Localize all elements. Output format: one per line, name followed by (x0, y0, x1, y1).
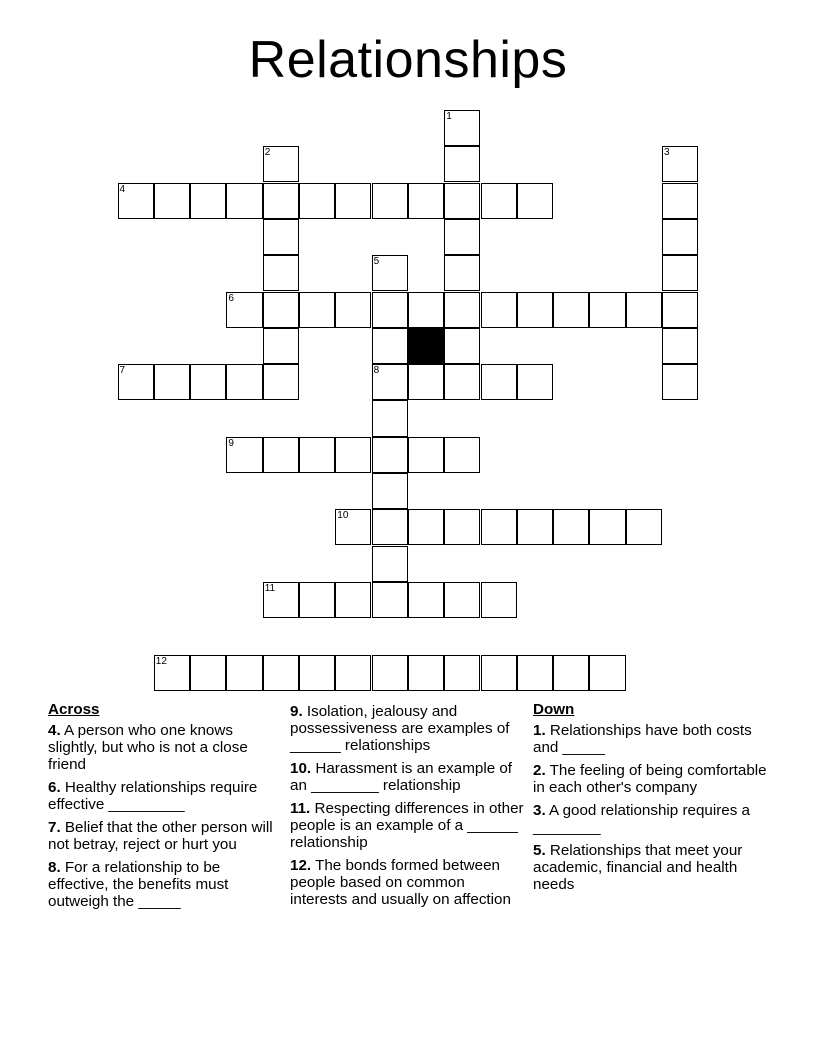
grid-cell[interactable] (444, 509, 480, 545)
grid-cell[interactable] (662, 219, 698, 255)
grid-cell[interactable] (263, 582, 299, 618)
grid-cell[interactable] (408, 292, 444, 328)
grid-cell[interactable] (444, 292, 480, 328)
clue-number: 6 (228, 292, 234, 304)
clue-item (48, 722, 280, 773)
clue-number: 7. (48, 819, 61, 836)
grid-cell[interactable] (226, 364, 262, 400)
grid-cell[interactable] (299, 183, 335, 219)
grid-cell[interactable] (226, 655, 262, 691)
grid-cell[interactable] (408, 655, 444, 691)
grid-cell[interactable] (481, 582, 517, 618)
grid-cell[interactable] (372, 364, 408, 400)
grid-cell[interactable] (517, 183, 553, 219)
grid-cell[interactable] (553, 509, 589, 545)
across-heading: Across (48, 701, 100, 718)
clues-down-column (533, 701, 769, 899)
clue-number: 6. (48, 779, 61, 796)
clue-number: 9 (228, 437, 234, 449)
grid-cell[interactable] (335, 437, 371, 473)
grid-cell[interactable] (263, 292, 299, 328)
clue-number: 11 (264, 582, 276, 594)
grid-cell[interactable] (408, 582, 444, 618)
grid-cell[interactable] (662, 183, 698, 219)
clue-text: Harassment is an example of an ________ relationship (290, 760, 513, 794)
grid-cell[interactable] (263, 146, 299, 182)
clue-item (290, 760, 526, 794)
grid-cell[interactable] (626, 509, 662, 545)
grid-cell[interactable] (662, 255, 698, 291)
grid-cell[interactable] (372, 437, 408, 473)
clue-number: 1 (446, 111, 452, 122)
clue-number: 10. (290, 760, 312, 777)
grid-cell[interactable] (190, 364, 226, 400)
grid-cell[interactable] (444, 582, 480, 618)
clue-item (533, 802, 769, 836)
grid-cell[interactable] (372, 473, 408, 509)
clue-text: The bonds formed between people based on common interests and usually on affection (290, 857, 511, 908)
grid-cell[interactable] (517, 364, 553, 400)
grid-cell[interactable] (517, 509, 553, 545)
grid-cell[interactable] (408, 364, 444, 400)
clue-number: 5. (533, 842, 546, 859)
grid-cell[interactable] (299, 582, 335, 618)
clue-number: 3 (664, 147, 670, 159)
clue-number: 2. (533, 762, 546, 779)
clue-text: For a relationship to be effective, the benefits must outweigh the _____ (48, 859, 229, 910)
grid-cell[interactable] (226, 183, 262, 219)
grid-cell[interactable] (481, 183, 517, 219)
clue-item (533, 762, 769, 796)
grid-cell[interactable] (444, 146, 480, 182)
grid-cell[interactable] (481, 655, 517, 691)
grid-cell[interactable] (154, 655, 190, 691)
grid-cell[interactable] (662, 364, 698, 400)
grid-cell[interactable] (226, 437, 262, 473)
down-heading: Down (533, 701, 575, 718)
clue-number: 4. (48, 722, 61, 739)
clue-item (48, 779, 280, 813)
grid-cell[interactable] (263, 183, 299, 219)
grid-cell[interactable] (263, 655, 299, 691)
grid-cell[interactable] (190, 655, 226, 691)
clue-text: A person who one knows slightly, but who is not a close friend (48, 722, 248, 773)
grid-cell[interactable] (444, 655, 480, 691)
grid-cell[interactable] (154, 364, 190, 400)
grid-cell[interactable] (517, 292, 553, 328)
clue-item (290, 703, 526, 754)
grid-cell[interactable] (662, 328, 698, 364)
grid-cell[interactable] (299, 437, 335, 473)
grid-cell[interactable] (481, 292, 517, 328)
grid-cell[interactable] (372, 255, 408, 291)
clue-number: 8 (373, 365, 380, 377)
grid-cell[interactable] (335, 655, 371, 691)
clue-number: 2 (264, 147, 271, 159)
grid-cell[interactable] (408, 183, 444, 219)
clue-number: 8. (48, 859, 61, 876)
grid-cell[interactable] (118, 183, 154, 219)
clue-number: 1. (533, 722, 546, 739)
grid-cell[interactable] (263, 437, 299, 473)
grid-cell[interactable] (553, 292, 589, 328)
clue-text: Relationships that meet your academic, financial and health needs (533, 842, 743, 893)
grid-cell[interactable] (335, 183, 371, 219)
grid-cell[interactable] (589, 292, 625, 328)
clue-item (48, 819, 280, 853)
grid-cell[interactable] (408, 437, 444, 473)
grid-cell[interactable] (372, 655, 408, 691)
grid-cell[interactable] (372, 582, 408, 618)
grid-cell[interactable] (372, 400, 408, 436)
clue-number: 11. (290, 800, 311, 817)
clue-item (290, 857, 526, 908)
grid-cell[interactable] (589, 509, 625, 545)
grid-cell[interactable] (444, 328, 480, 364)
black-square (408, 328, 444, 364)
clue-text: Respecting differences in other people is an example of a ______ relationship (290, 800, 524, 851)
clue-item (290, 800, 526, 851)
grid-cell[interactable] (626, 292, 662, 328)
clue-number: 7 (119, 365, 126, 377)
clue-number: 3. (533, 802, 546, 819)
grid-cell[interactable] (481, 364, 517, 400)
grid-cell[interactable] (299, 655, 335, 691)
grid-cell[interactable] (335, 292, 371, 328)
clue-item (533, 722, 769, 756)
grid-cell[interactable] (190, 183, 226, 219)
grid-cell[interactable] (553, 655, 589, 691)
grid-cell[interactable] (226, 292, 262, 328)
grid-cell[interactable] (263, 328, 299, 364)
clue-number: 9. (290, 703, 303, 720)
clue-text: A good relationship requires a ________ (533, 802, 750, 836)
grid-cell[interactable] (372, 328, 408, 364)
grid-cell[interactable] (481, 509, 517, 545)
grid-cell[interactable] (118, 364, 154, 400)
grid-cell[interactable] (335, 509, 371, 545)
clue-text: Belief that the other person will not betray, reject or hurt you (48, 819, 273, 853)
grid-cell[interactable] (372, 509, 408, 545)
grid-cell[interactable] (372, 292, 408, 328)
grid-cell[interactable] (444, 183, 480, 219)
clue-text: Healthy relationships require effective _________ (48, 779, 258, 813)
clue-text: Isolation, jealousy and possessiveness are examples of ______ relationships (290, 703, 510, 754)
clue-number: 12. (290, 857, 312, 874)
grid-cell[interactable] (444, 364, 480, 400)
grid-cell[interactable] (589, 655, 625, 691)
clue-text: The feeling of being comfortable in each other's company (533, 762, 767, 796)
grid-cell[interactable] (444, 110, 480, 146)
clue-number: 10 (337, 510, 349, 522)
grid-cell[interactable] (263, 364, 299, 400)
grid-cell[interactable] (662, 146, 698, 182)
grid-cell[interactable] (517, 655, 553, 691)
grid-cell[interactable] (372, 183, 408, 219)
clues-across-column (48, 701, 280, 916)
grid-cell[interactable] (335, 582, 371, 618)
grid-cell[interactable] (408, 509, 444, 545)
clues-across-column-2 (290, 703, 526, 914)
grid-cell[interactable] (444, 219, 480, 255)
grid-cell[interactable] (444, 255, 480, 291)
grid-cell[interactable] (662, 292, 698, 328)
grid-cell[interactable] (299, 292, 335, 328)
clue-text: Relationships have both costs and _____ (533, 722, 752, 756)
grid-cell[interactable] (263, 255, 299, 291)
grid-cell[interactable] (154, 183, 190, 219)
clue-number: 4 (119, 183, 126, 195)
grid-cell[interactable] (444, 437, 480, 473)
clue-item (533, 842, 769, 893)
clue-item (48, 859, 280, 910)
clue-number: 12 (155, 655, 167, 667)
page-title: Relationships (248, 31, 568, 89)
grid-cell[interactable] (372, 546, 408, 582)
grid-cell[interactable] (263, 219, 299, 255)
clue-number: 5 (373, 256, 380, 268)
